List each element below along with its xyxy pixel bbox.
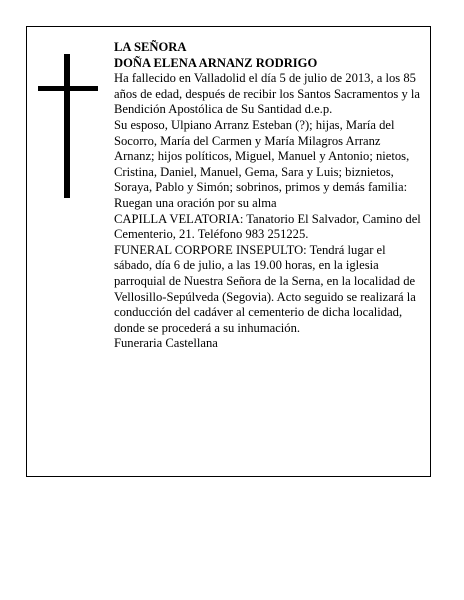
- cross-icon: [38, 54, 98, 198]
- chapel-info: CAPILLA VELATORIA: Tanatorio El Salvador, Camino del Cementerio, 21. Teléfono 983 251225.: [114, 211, 421, 242]
- cross-vertical-bar: [64, 54, 70, 198]
- deceased-name: DOÑA ELENA ARNANZ RODRIGO: [114, 55, 318, 70]
- death-announcement: Ha fallecido en Valladolid el día 5 de julio de 2013, a los 85 años de edad, después de recibir los Santos Sacramentos y la Bendición Apostólica de Su Santidad d.e.p.: [114, 71, 421, 117]
- cross-horizontal-bar: [38, 86, 98, 91]
- funeral-home: Funeraria Castellana: [114, 336, 218, 351]
- obituary-text: [114, 40, 422, 352]
- heading-title: LA SEÑORA: [114, 40, 187, 54]
- family-list: Su esposo, Ulpiano Arranz Esteban (?); hijas, María del Socorro, María del Carmen y María Milagros Arranz Arnanz; hijos políticos, Miguel, Manuel y Antonio; nietos, Cristina, Daniel, Manuel, Gema, Sara y Luis; biznietos, Soraya, Pablo y Simón; sobrinos, primos y demás familia:: [114, 117, 410, 195]
- prayer-request: Ruegan una oración por su alma: [114, 195, 277, 210]
- funeral-info: FUNERAL CORPORE INSEPULTO: Tendrá lugar el sábado, día 6 de julio, a las 19.00 horas, en la iglesia parroquial de Nuestra Señora de la Serna, en la localidad de Vellosillo-Sepúlveda (Segovia). Acto seguido se realizará la conducción del cadáver al cementerio de dicha localidad, donde se procederá a su inhumación.: [114, 242, 416, 335]
